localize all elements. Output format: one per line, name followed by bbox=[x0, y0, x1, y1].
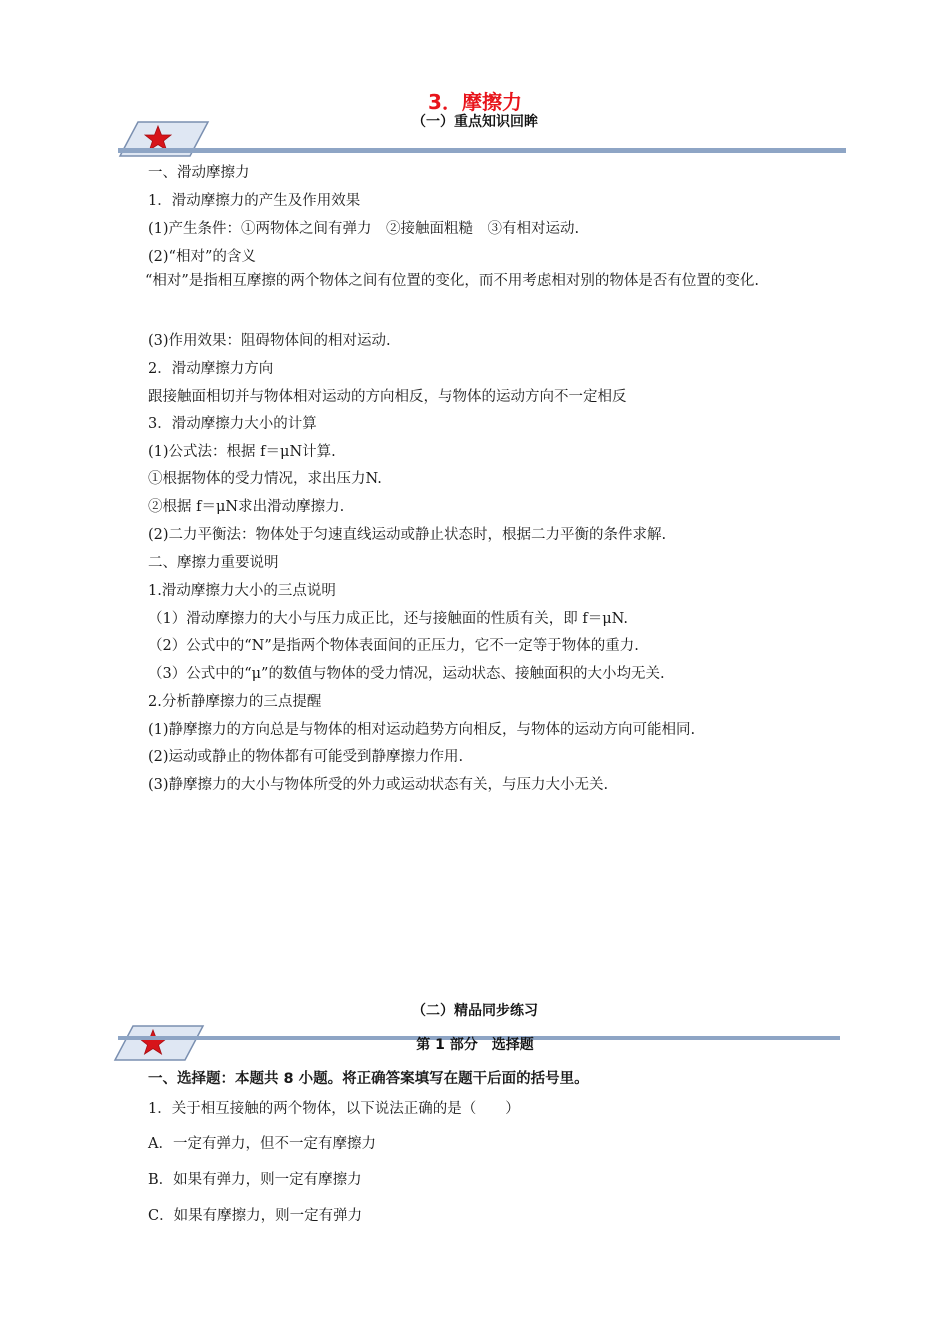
text-line: (1)静摩擦力的方向总是与物体的相对运动趋势方向相反，与物体的运动方向可能相同. bbox=[148, 722, 696, 738]
text-line: （3）公式中的“μ”的数值与物体的受力情况，运动状态、接触面积的大小均无关. bbox=[148, 666, 665, 682]
text-line: (3)静摩擦力的大小与物体所受的外力或运动状态有关，与压力大小无关. bbox=[148, 777, 609, 793]
text-line: (1)公式法：根据 f＝μN计算. bbox=[148, 444, 336, 460]
instruction-text: 一、选择题：本题共 8 小题。将正确答案填写在题干后面的括号里。 bbox=[148, 1071, 589, 1087]
section-heading-2: （二）精品同步练习 bbox=[412, 1003, 538, 1019]
text-line: 2．滑动摩擦力方向 bbox=[148, 361, 274, 377]
section-heading-1: （一）重点知识回眸 bbox=[412, 114, 538, 130]
text-line: （1）滑动摩擦力的大小与压力成正比，还与接触面的性质有关，即 f＝μN. bbox=[148, 611, 628, 627]
page-title: 3．摩擦力 bbox=[428, 90, 522, 114]
text-line: (2)“相对”的含义 bbox=[148, 249, 256, 265]
text-line: 跟接触面相切并与物体相对运动的方向相反，与物体的运动方向不一定相反 bbox=[148, 389, 627, 405]
text-line: 1.滑动摩擦力大小的三点说明 bbox=[148, 583, 336, 599]
text-paragraph: “相对”是指相互摩擦的两个物体之间有位置的变化，而不用考虑相对别的物体是否有位置的变化. bbox=[145, 273, 759, 289]
text-line: (2)运动或静止的物体都有可能受到静摩擦力作用. bbox=[148, 749, 464, 765]
text-line: (3)作用效果：阻碍物体间的相对运动. bbox=[148, 333, 391, 349]
text-line: 3．滑动摩擦力大小的计算 bbox=[148, 416, 317, 432]
option-a: A．一定有弹力，但不一定有摩擦力 bbox=[148, 1136, 376, 1152]
text-line: (2)二力平衡法：物体处于匀速直线运动或静止状态时，根据二力平衡的条件求解. bbox=[148, 527, 667, 543]
option-c: C．如果有摩擦力，则一定有弹力 bbox=[148, 1208, 363, 1224]
question-text: 1．关于相互接触的两个物体，以下说法正确的是（ ） bbox=[148, 1101, 520, 1117]
section-subheading: 第 1 部分 选择题 bbox=[416, 1037, 534, 1053]
text-line: 2.分析静摩擦力的三点提醒 bbox=[148, 694, 322, 710]
text-line: （2）公式中的“N”是指两个物体表面间的正压力，它不一定等于物体的重力. bbox=[148, 638, 639, 654]
option-b: B．如果有弹力，则一定有摩擦力 bbox=[148, 1172, 362, 1188]
section-rule-1 bbox=[118, 148, 846, 153]
text-line: ②根据 f＝μN求出滑动摩擦力. bbox=[148, 499, 345, 515]
text-line: (1)产生条件：①两物体之间有弹力 ②接触面粗糙 ③有相对运动. bbox=[148, 221, 580, 237]
text-line: ①根据物体的受力情况，求出压力N. bbox=[148, 471, 382, 487]
text-line: 1．滑动摩擦力的产生及作用效果 bbox=[148, 193, 361, 209]
text-line: 二、摩擦力重要说明 bbox=[148, 555, 279, 571]
text-line: 一、滑动摩擦力 bbox=[148, 165, 250, 181]
